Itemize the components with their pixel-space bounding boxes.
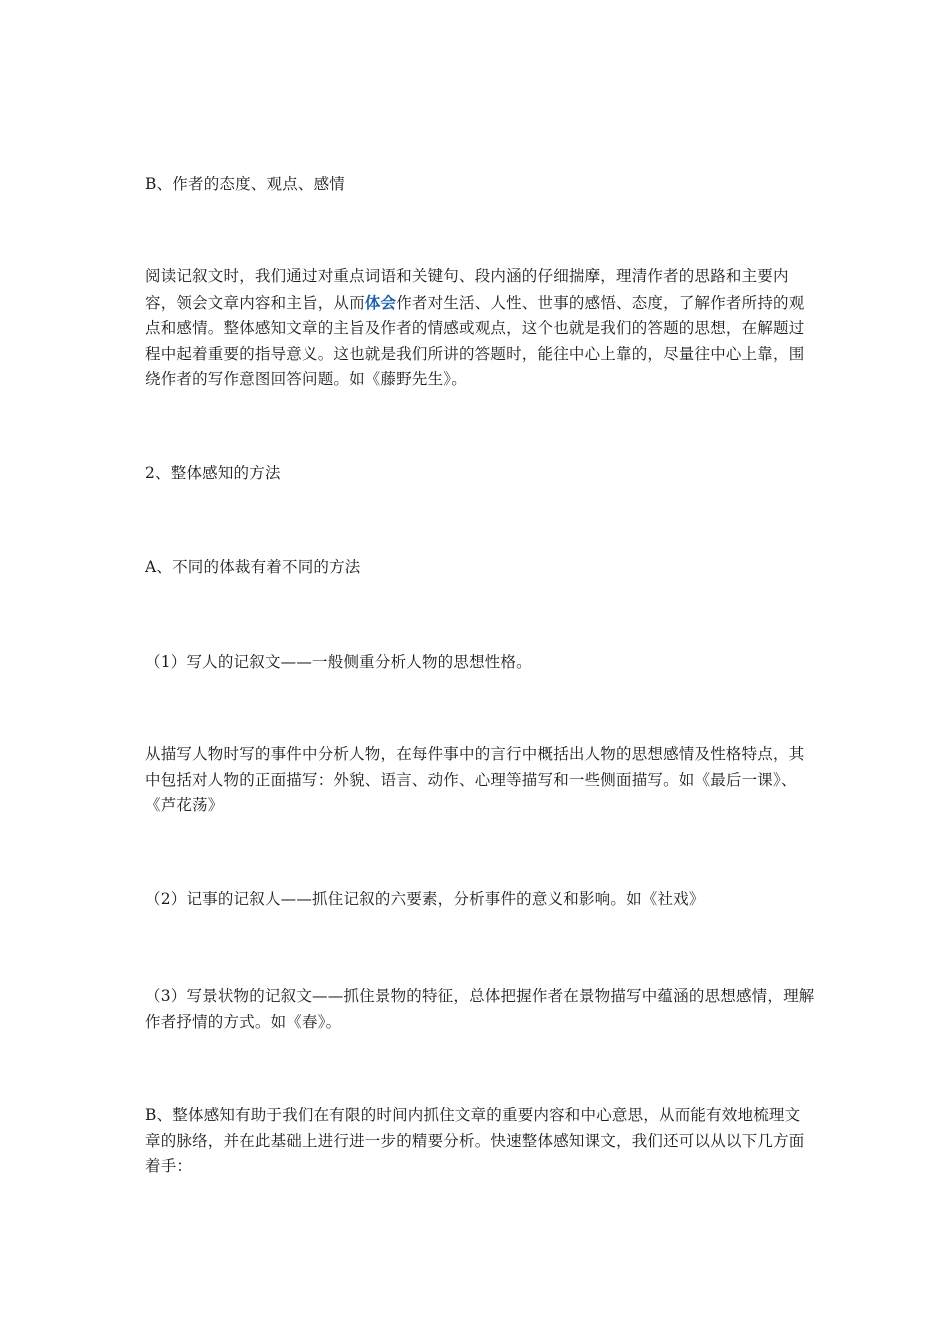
- keyword-link-tihui[interactable]: 体会: [364, 292, 397, 312]
- paragraph-reading-narrative: [145, 264, 815, 393]
- paragraph-character-analysis: 从描写人物时写的事件中分析人物，在每件事中的言行中概括出人物的思想感情及性格特点，其中包括对人物的正面描写：外貌、语言、动作、心理等描写和一些侧面描写。如《最后一课》、《芦花荡》: [145, 745, 805, 814]
- item-person-narrative: （1）写人的记叙文——一般侧重分析人物的思想性格。: [145, 653, 532, 671]
- heading-methods: 2、整体感知的方法: [145, 464, 281, 482]
- item-event-narrative: （2）记事的记叙人——抓住记叙的六要素，分析事件的意义和影响。如《社戏》: [145, 890, 705, 908]
- heading-genre-methods: A、不同的体裁有着不同的方法: [145, 558, 361, 576]
- paragraph-text: 阅读记叙文时，我们通过对重点词语和关键句、段内涵的仔细揣摩，理清作者的思路和主要内容，领会文章内容和主旨，从而: [145, 267, 789, 312]
- item-scenery-narrative: （3）写景状物的记叙文——抓住景物的特征，总体把握作者在景物描写中蕴涵的思想感情，理解作者抒情的方式。如《春》。: [145, 987, 815, 1031]
- paragraph-holistic-perception: B、整体感知有助于我们在有限的时间内抓住文章的重要内容和中心意思，从而能有效地梳理文章的脉络，并在此基础上进行进一步的精要分析。快速整体感知课文，我们还可以从以下几方面着手：: [145, 1106, 805, 1175]
- paragraph-text: 作者对生活、人性、世事的感悟、态度，了解作者所持的观点和感情。整体感知文章的主旨及作者的情感或观点，这个也就是我们的答题的思想，在解题过程中起着重要的指导意义。这也就是我们所讲的答题时，能往中心上靠的，尽量往中心上靠，围绕作者的写作意图回答问题。如《藤野先生》。: [145, 293, 805, 388]
- heading-author-attitude: B、作者的态度、观点、感情: [145, 175, 345, 193]
